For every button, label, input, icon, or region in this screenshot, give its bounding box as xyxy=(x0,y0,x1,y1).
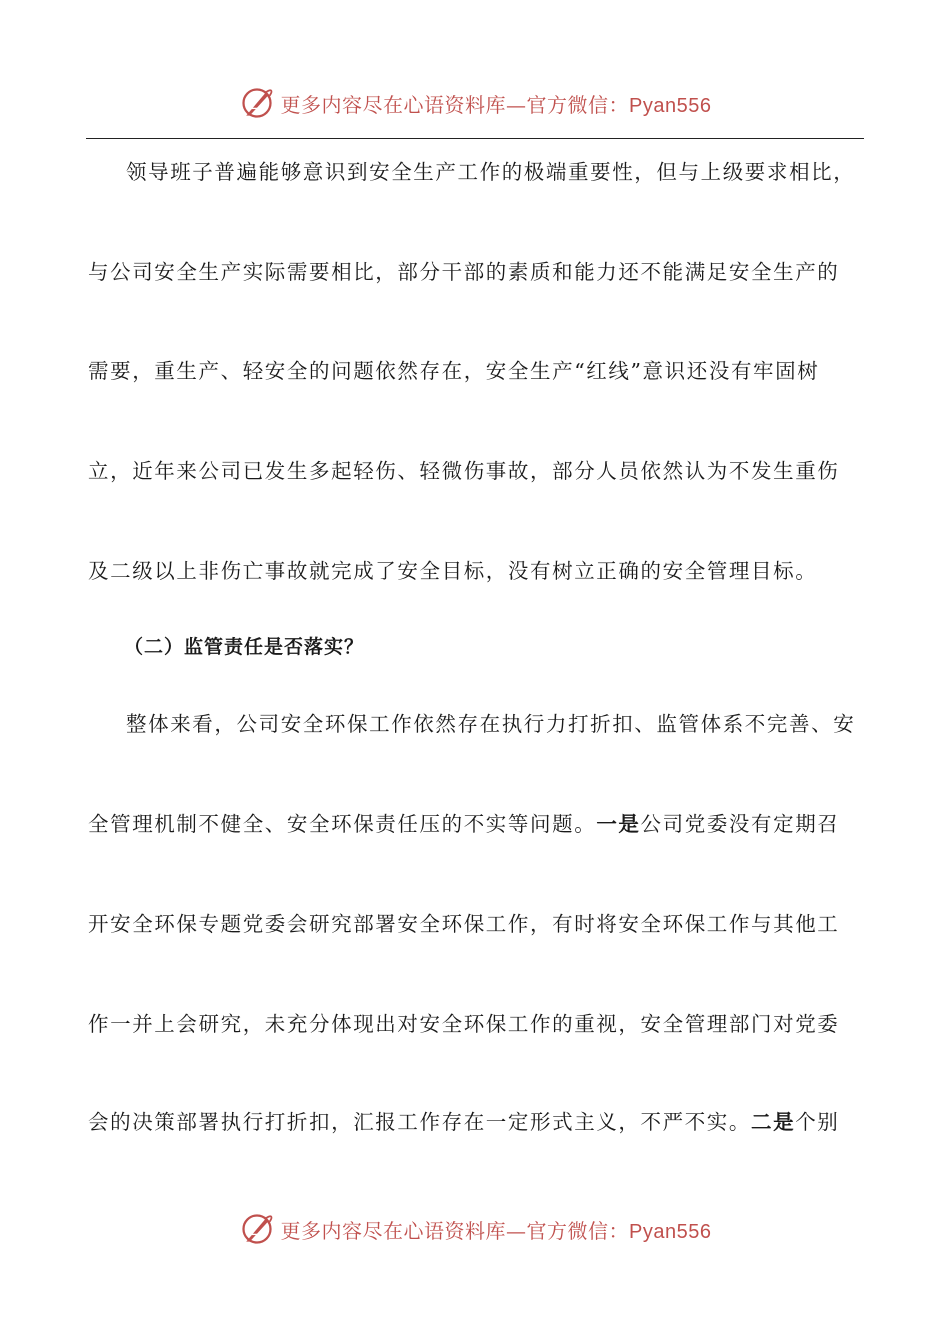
footer-banner xyxy=(0,1204,950,1254)
paragraph-1-line-5: 及二级以上非伤亡事故就完成了安全目标，没有树立正确的安全管理目标。 xyxy=(88,559,818,583)
section-heading: （二）监管责任是否落实？ xyxy=(124,636,365,658)
paragraph-2-line-2 xyxy=(88,809,868,839)
footer-dash: — xyxy=(506,1218,527,1243)
footer-site-text: 更多内容尽在心语资料库 xyxy=(280,1218,507,1243)
footer-wechat-id: Pyan556 xyxy=(629,1220,712,1243)
paragraph-1-line-3: 需要，重生产、轻安全的问题依然存在，安全生产“红线”意识还没有牢固树 xyxy=(88,359,820,383)
p2-line-2-bold: 一是 xyxy=(596,812,641,836)
header-wechat-label: 官方微信： xyxy=(526,92,630,117)
paragraph-2-line-3: 开安全环保专题党委会研究部署安全环保工作，有时将安全环保工作与其他工 xyxy=(88,912,840,936)
header-wechat-id: Pyan556 xyxy=(629,94,712,117)
footer-wechat-label: 官方微信： xyxy=(526,1218,630,1243)
paragraph-2-line-4: 作一并上会研究，未充分体现出对安全环保工作的重视，安全管理部门对党委 xyxy=(88,1012,840,1036)
header-divider xyxy=(86,138,864,139)
paragraph-2-line-5 xyxy=(88,1107,868,1137)
p2-line-2-text-b: 公司党委没有定期召 xyxy=(640,812,840,836)
paragraph-1-line-2: 与公司安全生产实际需要相比，部分干部的素质和能力还不能满足安全生产的 xyxy=(88,260,840,284)
paragraph-1-line-4: 立，近年来公司已发生多起轻伤、轻微伤事故，部分人员依然认为不发生重伤 xyxy=(88,459,840,483)
header-site-text: 更多内容尽在心语资料库 xyxy=(280,92,507,117)
header-banner xyxy=(0,78,950,128)
p2-line-5-text-a: 会的决策部署执行打折扣，汇报工作存在一定形式主义，不严不实。 xyxy=(88,1110,751,1134)
p2-line-5-text-b: 个别 xyxy=(795,1110,840,1134)
paragraph-2-line-1: 整体来看，公司安全环保工作依然存在执行力打折扣、监管体系不完善、安 xyxy=(126,712,856,736)
footer-banner-text xyxy=(281,1215,712,1244)
header-banner-text xyxy=(281,89,712,118)
p2-line-5-bold: 二是 xyxy=(751,1110,796,1134)
paragraph-1-line-1: 领导班子普遍能够意识到安全生产工作的极端重要性，但与上级要求相比， xyxy=(126,160,856,184)
header-dash: — xyxy=(506,92,527,117)
quill-logo-icon xyxy=(239,1211,275,1247)
p2-line-2-text-a: 全管理机制不健全、安全环保责任压的不实等问题。 xyxy=(88,812,597,836)
quill-logo-icon xyxy=(239,85,275,121)
